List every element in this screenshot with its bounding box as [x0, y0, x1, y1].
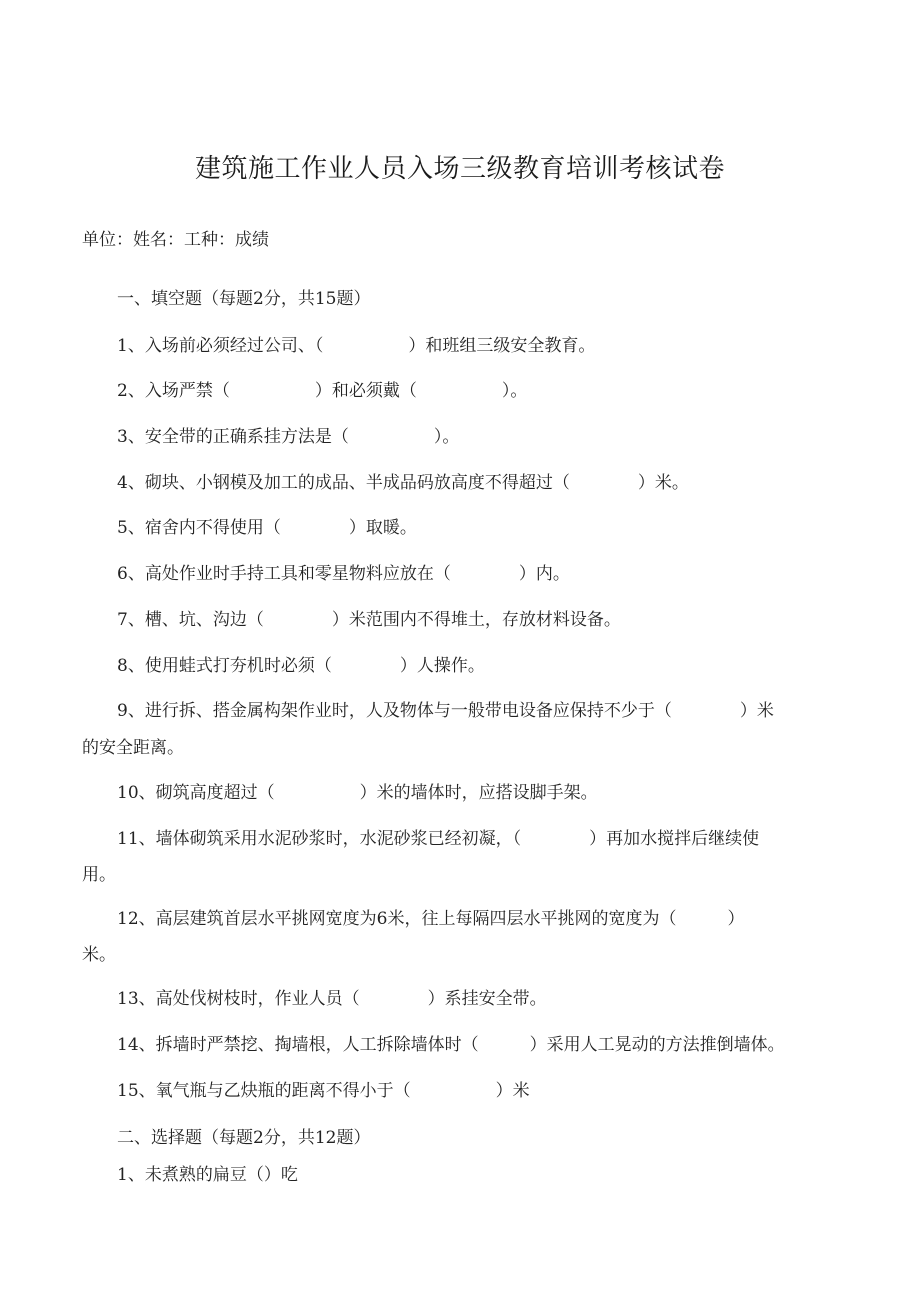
section1-heading: 一、填空题（每题2分，共15题）	[117, 289, 371, 309]
question-1-3: 3、安全带的正确系挂方法是（ ）。	[117, 427, 460, 447]
question-1-11-line1: 11、墙体砌筑采用水泥砂浆时，水泥砂浆已经初凝，（ ）再加水搅拌后继续使	[117, 829, 760, 849]
question-1-5: 5、宿舍内不得使用（ ）取暖。	[117, 518, 417, 538]
section2-heading: 二、选择题（每题2分，共12题）	[117, 1128, 371, 1148]
question-1-10: 10、砌筑高度超过（ ）米的墙体时，应搭设脚手架。	[117, 783, 598, 803]
question-1-6: 6、高处作业时手持工具和零星物料应放在（ ）内。	[117, 564, 570, 584]
question-1-12-line1: 12、高层建筑首层水平挑网宽度为6米，往上每隔四层水平挑网的宽度为（ ）	[117, 909, 745, 929]
question-1-4: 4、砌块、小钢模及加工的成品、半成品码放高度不得超过（ ）米。	[117, 473, 689, 493]
page-title: 建筑施工作业人员入场三级教育培训考核试卷	[194, 154, 725, 184]
question-1-9-line1: 9、进行拆、搭金属构架作业时，人及物体与一般带电设备应保持不少于（ ）米	[117, 701, 774, 721]
question-1-14: 14、拆墙时严禁挖、掏墙根，人工拆除墙体时（ ）采用人工晃动的方法推倒墙体。	[117, 1035, 785, 1055]
question-1-13: 13、高处伐树枝时，作业人员（ ）系挂安全带。	[117, 989, 547, 1009]
question-1-11-line2: 用。	[82, 865, 116, 885]
question-2-1: 1、未煮熟的扁豆（）吃	[117, 1165, 298, 1185]
question-1-1: 1、入场前必须经过公司、（ ）和班组三级安全教育。	[117, 336, 596, 356]
question-1-8: 8、使用蛙式打夯机时必须（ ）人操作。	[117, 656, 485, 676]
question-1-9-line2: 的安全距离。	[82, 738, 184, 758]
question-1-2: 2、入场严禁（ ）和必须戴（ ）。	[117, 381, 528, 401]
question-1-15: 15、氧气瓶与乙炔瓶的距离不得小于（ ）米	[117, 1081, 530, 1101]
question-1-12-line2: 米。	[82, 945, 116, 965]
header-info: 单位：姓名：工种：成绩	[82, 230, 269, 250]
question-1-7: 7、槽、坑、沟边（ ）米范围内不得堆土，存放材料设备。	[117, 610, 621, 630]
